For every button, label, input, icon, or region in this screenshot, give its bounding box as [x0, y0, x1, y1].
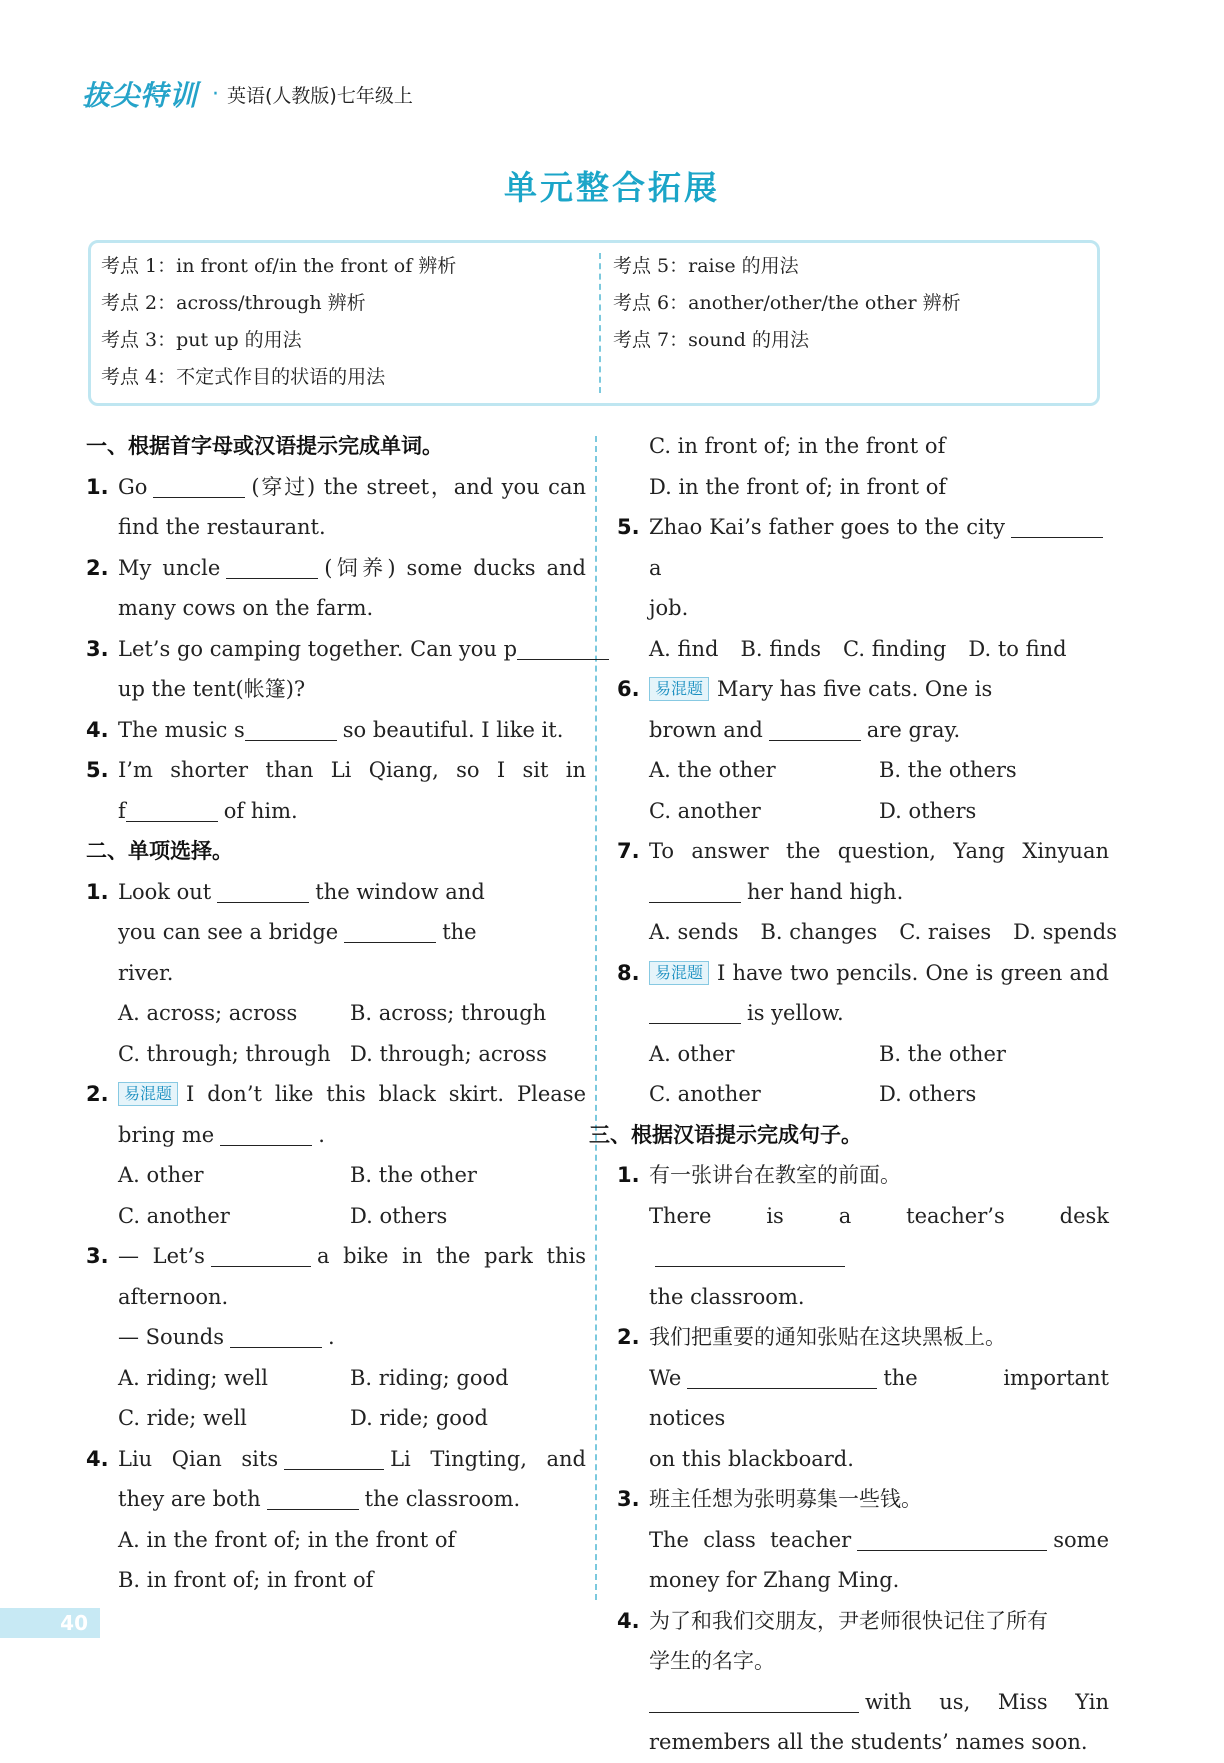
question-text: a bike in the park this [316, 1244, 586, 1268]
option-d[interactable]: D. others [350, 1203, 448, 1228]
question-text: I don’t like this black skirt. Please [186, 1082, 586, 1106]
chinese-prompt: 班主任想为张明募集一些钱。 [649, 1487, 922, 1511]
s3-question-2 [617, 1317, 1109, 1479]
question-text: money for Zhang Ming. [649, 1568, 900, 1592]
question-text: the important notices [649, 1365, 1109, 1430]
question-text: a [649, 555, 662, 580]
answer-blank[interactable] [655, 1242, 845, 1267]
option-c[interactable]: C. another [649, 1082, 761, 1106]
key-point-7: 考点 7：sound 的用法 [613, 329, 809, 351]
question-text: the [442, 920, 477, 944]
question-number: 6. [617, 677, 640, 701]
header-separator: · [212, 81, 220, 107]
question-text: brown and [649, 717, 763, 742]
option-d[interactable]: D. spends [1013, 920, 1118, 944]
question-text: the classroom. [649, 1284, 805, 1309]
question-text: — Sounds [118, 1325, 224, 1349]
question-number: 5. [86, 758, 109, 782]
option-b[interactable]: B. the other [350, 1163, 477, 1187]
answer-blank[interactable] [211, 1242, 311, 1267]
question-text: Zhao Kai’s father goes to the city [649, 515, 1005, 539]
question-text: bring me [118, 1122, 215, 1147]
question-text: job. [649, 596, 689, 620]
book-subject: 英语(人教版)七年级上 [227, 84, 413, 107]
s2-question-6 [617, 669, 1109, 831]
question-text: with us, Miss Yin [865, 1689, 1109, 1714]
option-b[interactable]: B. finds [740, 636, 822, 661]
option-b[interactable]: B. riding; good [350, 1365, 509, 1390]
answer-blank[interactable] [649, 1688, 859, 1713]
question-text: Look out [118, 879, 212, 904]
question-text: Mary has five cats. One is [717, 677, 993, 701]
option-b[interactable]: B. in front of; in front of [118, 1568, 374, 1592]
question-text: they are both [118, 1487, 261, 1511]
key-point-3: 考点 3：put up 的用法 [101, 329, 302, 351]
option-d[interactable]: D. others [879, 798, 977, 823]
option-b[interactable]: B. changes [760, 920, 878, 944]
tricky-question-tag: 易混题 [649, 961, 709, 985]
s2-question-3 [86, 1236, 586, 1439]
answer-blank[interactable] [220, 1121, 312, 1146]
question-text: is yellow. [747, 1001, 844, 1025]
question-text: There is a teacher’s desk [649, 1203, 1109, 1228]
key-point-5: 考点 5：raise 的用法 [613, 255, 799, 277]
question-text: . [318, 1122, 325, 1147]
question-text: The class teacher [649, 1527, 852, 1552]
question-text: some [1053, 1527, 1109, 1552]
question-text: up the tent(帐篷)? [118, 677, 306, 701]
option-c[interactable]: C. ride; well [118, 1406, 247, 1430]
question-text: find the restaurant. [118, 515, 326, 539]
key-point-2: 考点 2：across/through 辨析 [101, 292, 366, 314]
question-text: so beautiful. I like it. [342, 717, 564, 742]
answer-blank[interactable] [267, 1485, 359, 1510]
question-number: 2. [617, 1325, 640, 1349]
answer-blank[interactable] [649, 999, 741, 1024]
question-number: 2. [86, 555, 109, 580]
s2-question-4 [86, 1439, 586, 1601]
tricky-question-tag: 易混题 [649, 677, 709, 701]
question-text: I have two pencils. One is green and [717, 960, 1109, 985]
option-c[interactable]: C. through; through [118, 1041, 331, 1066]
option-c[interactable]: C. raises [899, 920, 992, 944]
s2-question-5 [617, 507, 1109, 669]
question-text: (穿过) the street，and you can [251, 474, 586, 499]
s1-question-2 [86, 548, 586, 629]
s2-question-1 [86, 872, 586, 1075]
option-a[interactable]: A. find [649, 636, 719, 661]
option-d[interactable]: D. to find [968, 636, 1067, 661]
answer-blank[interactable] [245, 716, 337, 741]
question-number: 1. [86, 474, 109, 499]
right-column [589, 426, 1118, 1763]
option-b[interactable]: B. the others [879, 758, 1017, 782]
answer-blank[interactable] [344, 918, 436, 943]
option-d[interactable]: D. through; across [350, 1041, 547, 1066]
question-text: remembers all the students’ names soon. [649, 1730, 1088, 1754]
answer-blank[interactable] [687, 1364, 877, 1389]
s1-question-3 [86, 629, 586, 710]
option-c[interactable]: C. another [118, 1203, 230, 1228]
option-d[interactable]: D. ride; good [350, 1406, 488, 1430]
chinese-prompt: 学生的名字。 [649, 1649, 775, 1673]
s2-question-2 [86, 1074, 586, 1236]
s2-question-7 [617, 831, 1118, 953]
answer-blank[interactable] [649, 878, 741, 903]
section-3-title: 三、根据汉语提示完成句子。 [589, 1122, 862, 1147]
section-1-title: 一、根据首字母或汉语提示完成单词。 [86, 434, 443, 458]
option-d[interactable]: D. in the front of; in front of [649, 474, 947, 499]
option-b[interactable]: B. across; through [350, 1001, 547, 1025]
question-text: are gray. [866, 717, 961, 742]
question-text: of him. [223, 798, 298, 823]
answer-blank[interactable] [230, 1323, 322, 1348]
question-text: We [649, 1365, 682, 1390]
left-column [86, 426, 586, 1601]
question-number: 4. [86, 1446, 109, 1471]
brand-logo: 拔尖特训 [82, 79, 199, 112]
s2-question-8 [617, 953, 1109, 1115]
question-text: Liu Qian sits [118, 1446, 279, 1471]
key-point-1: 考点 1：in front of/in the front of 辨析 [101, 255, 457, 277]
answer-blank[interactable] [284, 1445, 384, 1470]
answer-blank[interactable] [217, 878, 309, 903]
question-text: the window and [315, 879, 485, 904]
key-points-box [88, 240, 1100, 406]
option-d[interactable]: D. others [879, 1082, 977, 1106]
question-number: 4. [86, 717, 109, 742]
question-text: her hand high. [747, 879, 904, 904]
answer-blank[interactable] [126, 797, 218, 822]
question-number: 5. [617, 515, 640, 539]
question-text: My uncle [118, 555, 221, 580]
question-number: 1. [617, 1163, 640, 1187]
s3-question-4 [617, 1601, 1109, 1763]
key-point-6: 考点 6：another/other/the other 辨析 [613, 292, 961, 314]
option-a[interactable]: A. riding; well [118, 1365, 268, 1390]
chinese-prompt: 有一张讲台在教室的前面。 [649, 1163, 901, 1187]
question-text: . [327, 1325, 335, 1349]
page-header [82, 72, 413, 116]
page-number: 40 [0, 1608, 100, 1638]
question-number: 1. [86, 879, 109, 904]
question-text: (饲养) some ducks and [324, 555, 586, 580]
key-points-divider [599, 253, 601, 393]
tricky-question-tag: 易混题 [118, 1082, 178, 1106]
question-text: I’m shorter than Li Qiang, so I sit in [118, 758, 586, 782]
question-number: 7. [617, 839, 640, 863]
question-number: 3. [86, 636, 109, 661]
s1-question-1 [86, 467, 586, 548]
option-a[interactable]: A. other [649, 1041, 735, 1066]
option-c[interactable]: C. another [649, 798, 761, 823]
question-text: you can see a bridge [118, 920, 339, 944]
option-b[interactable]: B. the other [879, 1041, 1006, 1066]
answer-blank[interactable] [1011, 513, 1103, 538]
answer-blank[interactable] [769, 716, 861, 741]
option-a[interactable]: A. in the front of; in the front of [118, 1527, 456, 1552]
key-point-4: 考点 4：不定式作目的状语的用法 [101, 366, 386, 388]
answer-blank[interactable] [517, 635, 609, 660]
question-text: on this blackboard. [649, 1446, 854, 1471]
chinese-prompt: 我们把重要的通知张贴在这块黑板上。 [649, 1325, 1006, 1349]
question-number: 3. [617, 1487, 640, 1511]
option-a[interactable]: A. across; across [118, 1001, 298, 1025]
question-number: 2. [86, 1082, 109, 1106]
option-a[interactable]: A. other [118, 1163, 204, 1187]
option-c[interactable]: C. finding [843, 636, 947, 661]
question-text: Let’s go camping together. Can you p [118, 636, 518, 661]
answer-blank[interactable] [857, 1526, 1047, 1551]
question-number: 3. [86, 1244, 109, 1268]
s1-question-4 [86, 710, 586, 751]
option-c[interactable]: C. in front of; in the front of [649, 434, 946, 458]
question-text: afternoon. [118, 1284, 229, 1309]
page-title: 单元整合拓展 [504, 168, 720, 207]
question-text: river. [118, 960, 174, 985]
question-text: — Let’s [118, 1244, 205, 1268]
question-text: the classroom. [364, 1487, 521, 1511]
chinese-prompt: 为了和我们交朋友，尹老师很快记住了所有 [649, 1608, 1048, 1633]
question-text: Li Tingting, and [390, 1446, 586, 1471]
answer-blank[interactable] [153, 473, 245, 498]
question-text: Go [118, 474, 148, 499]
option-a[interactable]: A. the other [649, 758, 776, 782]
question-number: 8. [617, 960, 640, 985]
section-2-title: 二、单项选择。 [86, 839, 233, 863]
s1-question-5 [86, 750, 586, 831]
question-text: many cows on the farm. [118, 596, 374, 620]
answer-blank[interactable] [226, 554, 318, 579]
question-text: The music s [118, 717, 245, 742]
option-a[interactable]: A. sends [649, 920, 739, 944]
s3-question-1 [617, 1155, 1109, 1317]
column-divider [595, 436, 597, 1600]
question-text: f [118, 798, 126, 823]
s3-question-3 [617, 1479, 1109, 1601]
question-text: To answer the question, Yang Xinyuan [649, 839, 1109, 863]
question-number: 4. [617, 1608, 640, 1633]
